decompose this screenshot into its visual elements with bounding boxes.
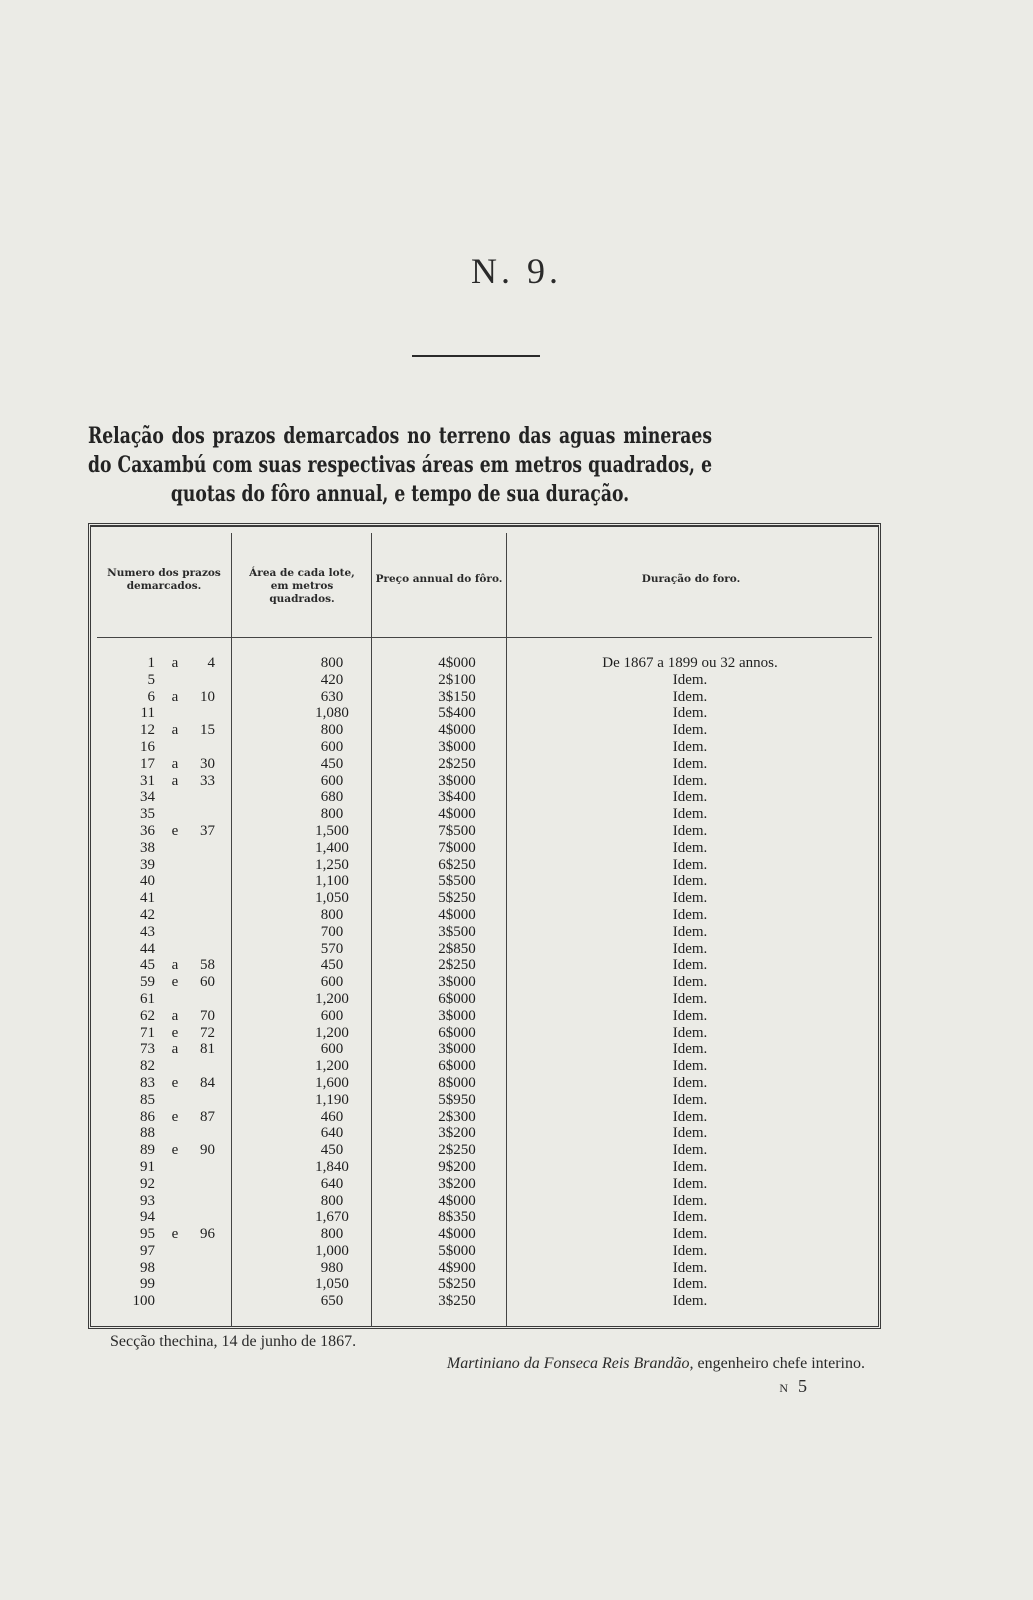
annual-price: 4$900 bbox=[438, 1259, 476, 1276]
lease-duration: Idem. bbox=[672, 906, 708, 923]
annual-price: 6$000 bbox=[438, 1024, 476, 1041]
lot-start: 95 bbox=[140, 1226, 155, 1243]
lease-duration: Idem. bbox=[672, 1108, 708, 1125]
lot-start: 91 bbox=[140, 1158, 155, 1175]
lot-area: 1,200 bbox=[315, 990, 349, 1007]
lot-area: 1,400 bbox=[315, 839, 349, 856]
lot-start: 41 bbox=[140, 890, 155, 907]
lot-range-word: e bbox=[171, 822, 179, 839]
lot-area: 980 bbox=[320, 1259, 344, 1276]
lot-start: 89 bbox=[140, 1142, 155, 1159]
annual-price: 5$400 bbox=[438, 705, 476, 722]
signature-line bbox=[447, 1355, 865, 1373]
lot-start: 98 bbox=[140, 1259, 155, 1276]
lease-duration: Idem. bbox=[672, 1175, 708, 1192]
lease-duration: Idem. bbox=[672, 1293, 708, 1310]
table-row bbox=[91, 1025, 878, 1042]
lease-duration: Idem. bbox=[672, 1007, 708, 1024]
lot-area: 570 bbox=[320, 940, 344, 957]
lot-area: 800 bbox=[320, 722, 344, 739]
lot-area: 600 bbox=[320, 974, 344, 991]
table-inner bbox=[91, 526, 878, 1327]
annual-price: 4$000 bbox=[438, 806, 476, 823]
page-heading: N. 9. bbox=[471, 251, 562, 291]
lot-start: 45 bbox=[140, 957, 155, 974]
table-row bbox=[91, 1293, 878, 1310]
lot-start: 100 bbox=[132, 1293, 155, 1310]
lot-start: 88 bbox=[140, 1125, 155, 1142]
lot-area: 650 bbox=[320, 1293, 344, 1310]
lot-area: 1,190 bbox=[315, 1091, 349, 1108]
lot-start: 39 bbox=[140, 856, 155, 873]
lot-start: 6 bbox=[147, 688, 155, 705]
annual-price: 5$250 bbox=[438, 890, 476, 907]
lot-end: 70 bbox=[200, 1007, 215, 1024]
annual-price: 3$250 bbox=[438, 1293, 476, 1310]
lot-area: 1,050 bbox=[315, 890, 349, 907]
table-frame bbox=[88, 523, 881, 1329]
annual-price: 4$000 bbox=[438, 1226, 476, 1243]
lease-duration: Idem. bbox=[672, 738, 708, 755]
lease-duration: Idem. bbox=[672, 1125, 708, 1142]
lot-end: 72 bbox=[200, 1024, 215, 1041]
annual-price: 4$000 bbox=[438, 1192, 476, 1209]
annual-price: 3$200 bbox=[438, 1125, 476, 1142]
lot-area: 800 bbox=[320, 1192, 344, 1209]
lot-start: 92 bbox=[140, 1175, 155, 1192]
table-row bbox=[91, 806, 878, 823]
lot-start: 44 bbox=[140, 940, 155, 957]
lot-range-word: e bbox=[171, 1142, 179, 1159]
table-body bbox=[91, 655, 878, 1310]
table-row bbox=[91, 873, 878, 890]
lot-area: 800 bbox=[320, 1226, 344, 1243]
lot-start: 36 bbox=[140, 822, 155, 839]
lot-area: 600 bbox=[320, 1041, 344, 1058]
lot-area: 800 bbox=[320, 806, 344, 823]
table-row bbox=[91, 756, 878, 773]
lot-area: 600 bbox=[320, 738, 344, 755]
lot-start: 99 bbox=[140, 1276, 155, 1293]
lot-start: 17 bbox=[140, 755, 155, 772]
table-row bbox=[91, 705, 878, 722]
lot-area: 1,840 bbox=[315, 1158, 349, 1175]
lot-range-word: a bbox=[171, 688, 179, 705]
lease-duration: Idem. bbox=[672, 974, 708, 991]
table-row bbox=[91, 1159, 878, 1176]
lease-duration: Idem. bbox=[672, 671, 708, 688]
lot-end: 33 bbox=[200, 772, 215, 789]
lot-start: 94 bbox=[140, 1209, 155, 1226]
lease-duration: Idem. bbox=[672, 755, 708, 772]
lease-duration: Idem. bbox=[672, 1209, 708, 1226]
annual-price: 2$250 bbox=[438, 957, 476, 974]
lot-area: 1,000 bbox=[315, 1242, 349, 1259]
lot-start: 85 bbox=[140, 1091, 155, 1108]
lot-end: 10 bbox=[200, 688, 215, 705]
lot-area: 680 bbox=[320, 789, 344, 806]
annual-price: 6$250 bbox=[438, 856, 476, 873]
lot-area: 800 bbox=[320, 655, 344, 671]
annual-price: 3$200 bbox=[438, 1175, 476, 1192]
lot-start: 62 bbox=[140, 1007, 155, 1024]
lot-start: 73 bbox=[140, 1041, 155, 1058]
lot-range-word: e bbox=[171, 1226, 179, 1243]
table-row bbox=[91, 1109, 878, 1126]
lot-area: 640 bbox=[320, 1125, 344, 1142]
lease-duration: Idem. bbox=[672, 1091, 708, 1108]
lease-duration: Idem. bbox=[672, 1226, 708, 1243]
column-header-lots: Numero dos prazos demarcados. bbox=[107, 567, 221, 592]
lot-range-word: e bbox=[171, 1024, 179, 1041]
lot-start: 71 bbox=[140, 1024, 155, 1041]
lease-duration: Idem. bbox=[672, 1074, 708, 1091]
lease-duration: Idem. bbox=[672, 940, 708, 957]
lot-area: 1,200 bbox=[315, 1058, 349, 1075]
lot-area: 1,050 bbox=[315, 1276, 349, 1293]
lease-duration: Idem. bbox=[672, 856, 708, 873]
lot-start: 40 bbox=[140, 873, 155, 890]
lot-start: 11 bbox=[140, 705, 155, 722]
annual-price: 5$000 bbox=[438, 1242, 476, 1259]
annual-price: 7$000 bbox=[438, 839, 476, 856]
lease-duration: Idem. bbox=[672, 890, 708, 907]
annual-price: 3$500 bbox=[438, 923, 476, 940]
table-row bbox=[91, 1226, 878, 1243]
lease-duration: Idem. bbox=[672, 1041, 708, 1058]
page-mark-number: 5 bbox=[798, 1376, 807, 1396]
table-row bbox=[91, 1193, 878, 1210]
lot-end: 15 bbox=[200, 722, 215, 739]
table-row bbox=[91, 1092, 878, 1109]
lot-area: 640 bbox=[320, 1175, 344, 1192]
table-row bbox=[91, 991, 878, 1008]
lot-area: 1,100 bbox=[315, 873, 349, 890]
lot-start: 59 bbox=[140, 974, 155, 991]
lot-area: 630 bbox=[320, 688, 344, 705]
lease-duration: Idem. bbox=[672, 1276, 708, 1293]
lot-area: 420 bbox=[320, 671, 344, 688]
table-row bbox=[91, 1142, 878, 1159]
table-row bbox=[91, 1209, 878, 1226]
place-date: Secção thechina, 14 de junho de 1867. bbox=[110, 1333, 357, 1350]
lease-duration: Idem. bbox=[672, 772, 708, 789]
lot-range-word: a bbox=[171, 755, 179, 772]
lot-area: 460 bbox=[320, 1108, 344, 1125]
lease-duration: Idem. bbox=[672, 822, 708, 839]
annual-price: 4$000 bbox=[438, 906, 476, 923]
lot-area: 1,670 bbox=[315, 1209, 349, 1226]
signature-role: engenheiro chefe interino. bbox=[697, 1355, 865, 1372]
annual-price: 5$950 bbox=[438, 1091, 476, 1108]
lot-end: 4 bbox=[207, 655, 215, 671]
table-row bbox=[91, 907, 878, 924]
table-row bbox=[91, 672, 878, 689]
annual-price: 5$250 bbox=[438, 1276, 476, 1293]
table-row bbox=[91, 1058, 878, 1075]
lot-start: 12 bbox=[140, 722, 155, 739]
table-row bbox=[91, 1176, 878, 1193]
lot-start: 43 bbox=[140, 923, 155, 940]
table-row bbox=[91, 1276, 878, 1293]
annual-price: 2$250 bbox=[438, 755, 476, 772]
lot-end: 96 bbox=[200, 1226, 215, 1243]
table-row bbox=[91, 1008, 878, 1025]
table-row bbox=[91, 722, 878, 739]
table-row bbox=[91, 924, 878, 941]
lease-duration: Idem. bbox=[672, 1024, 708, 1041]
annual-price: 8$350 bbox=[438, 1209, 476, 1226]
table-row bbox=[91, 773, 878, 790]
annual-price: 3$400 bbox=[438, 789, 476, 806]
lot-end: 30 bbox=[200, 755, 215, 772]
lease-duration: Idem. bbox=[672, 1142, 708, 1159]
lease-duration: Idem. bbox=[672, 705, 708, 722]
lot-start: 16 bbox=[140, 738, 155, 755]
lot-start: 93 bbox=[140, 1192, 155, 1209]
lot-area: 600 bbox=[320, 1007, 344, 1024]
annual-price: 8$000 bbox=[438, 1074, 476, 1091]
lot-start: 42 bbox=[140, 906, 155, 923]
lease-duration: Idem. bbox=[672, 839, 708, 856]
annual-price: 3$000 bbox=[438, 1041, 476, 1058]
table-row bbox=[91, 941, 878, 958]
lease-duration: Idem. bbox=[672, 873, 708, 890]
lot-area: 700 bbox=[320, 923, 344, 940]
lot-end: 84 bbox=[200, 1074, 215, 1091]
lot-range-word: e bbox=[171, 974, 179, 991]
lot-range-word: a bbox=[171, 1041, 179, 1058]
lot-area: 450 bbox=[320, 755, 344, 772]
annual-price: 3$000 bbox=[438, 974, 476, 991]
lot-area: 1,200 bbox=[315, 1024, 349, 1041]
lot-range-word: a bbox=[171, 722, 179, 739]
lot-start: 31 bbox=[140, 772, 155, 789]
lot-area: 1,080 bbox=[315, 705, 349, 722]
lot-area: 600 bbox=[320, 772, 344, 789]
lot-area: 1,250 bbox=[315, 856, 349, 873]
lease-duration: Idem. bbox=[672, 1192, 708, 1209]
annual-price: 4$000 bbox=[438, 655, 476, 671]
lease-duration: Idem. bbox=[672, 957, 708, 974]
annual-price: 2$850 bbox=[438, 940, 476, 957]
annual-price: 7$500 bbox=[438, 822, 476, 839]
table-row bbox=[91, 890, 878, 907]
lot-end: 37 bbox=[200, 822, 215, 839]
lot-range-word: e bbox=[171, 1108, 179, 1125]
lot-start: 38 bbox=[140, 839, 155, 856]
annual-price: 2$250 bbox=[438, 1142, 476, 1159]
lease-duration: Idem. bbox=[672, 722, 708, 739]
lot-start: 82 bbox=[140, 1058, 155, 1075]
lot-area: 800 bbox=[320, 906, 344, 923]
lease-duration: Idem. bbox=[672, 789, 708, 806]
lot-range-word: a bbox=[171, 957, 179, 974]
lot-range-word: e bbox=[171, 1074, 179, 1091]
lease-duration: Idem. bbox=[672, 1259, 708, 1276]
lease-duration: Idem. bbox=[672, 990, 708, 1007]
annual-price: 4$000 bbox=[438, 722, 476, 739]
column-header-price: Preço annual do fôro. bbox=[375, 573, 503, 585]
lease-duration: Idem. bbox=[672, 1158, 708, 1175]
table-row bbox=[91, 840, 878, 857]
lot-start: 1 bbox=[147, 655, 155, 671]
table-row bbox=[91, 655, 878, 672]
table-row bbox=[91, 789, 878, 806]
table-row bbox=[91, 1041, 878, 1058]
lot-start: 34 bbox=[140, 789, 155, 806]
lease-duration: Idem. bbox=[672, 806, 708, 823]
lot-end: 58 bbox=[200, 957, 215, 974]
table-row bbox=[91, 1243, 878, 1260]
lease-duration: Idem. bbox=[672, 1058, 708, 1075]
lot-area: 450 bbox=[320, 957, 344, 974]
table-row bbox=[91, 1125, 878, 1142]
table-row bbox=[91, 957, 878, 974]
table-row bbox=[91, 974, 878, 991]
table-row bbox=[91, 857, 878, 874]
header-rule bbox=[97, 637, 872, 638]
lot-area: 450 bbox=[320, 1142, 344, 1159]
annual-price: 6$000 bbox=[438, 1058, 476, 1075]
lease-duration: Idem. bbox=[672, 688, 708, 705]
column-header-duration: Duração do foro. bbox=[641, 573, 741, 585]
lot-end: 87 bbox=[200, 1108, 215, 1125]
annual-price: 3$000 bbox=[438, 738, 476, 755]
annual-price: 9$200 bbox=[438, 1158, 476, 1175]
lot-start: 97 bbox=[140, 1242, 155, 1259]
annual-price: 2$100 bbox=[438, 671, 476, 688]
lot-range-word: a bbox=[171, 1007, 179, 1024]
document-title: Relação dos prazos demarcados no terreno das aguas mineraes do Caxambú com suas respectivas áreas em metros quadrados, e quotas do fôro annual, e tempo de sua duração. bbox=[88, 423, 712, 507]
lot-start: 86 bbox=[140, 1108, 155, 1125]
lease-duration: Idem. bbox=[672, 1242, 708, 1259]
annual-price: 5$500 bbox=[438, 873, 476, 890]
annual-price: 6$000 bbox=[438, 990, 476, 1007]
annual-price: 2$300 bbox=[438, 1108, 476, 1125]
lot-end: 60 bbox=[200, 974, 215, 991]
lot-area: 1,500 bbox=[315, 822, 349, 839]
lot-start: 35 bbox=[140, 806, 155, 823]
heading-rule bbox=[412, 355, 540, 357]
signature-name: Martiniano da Fonseca Reis Brandão, bbox=[446, 1355, 694, 1372]
table-row bbox=[91, 1075, 878, 1092]
table-row bbox=[91, 1260, 878, 1277]
annual-price: 3$000 bbox=[438, 772, 476, 789]
lot-start: 5 bbox=[147, 671, 155, 688]
page-mark bbox=[779, 1376, 807, 1397]
lot-start: 61 bbox=[140, 990, 155, 1007]
lot-range-word: a bbox=[171, 655, 179, 671]
page-mark-letter: N bbox=[779, 1381, 788, 1395]
table-row bbox=[91, 689, 878, 706]
lot-area: 1,600 bbox=[315, 1074, 349, 1091]
table-row bbox=[91, 739, 878, 756]
column-header-area: Área de cada lote, em metros quadrados. bbox=[249, 567, 355, 605]
lease-duration: De 1867 a 1899 ou 32 annos. bbox=[602, 655, 778, 671]
lot-end: 81 bbox=[200, 1041, 215, 1058]
annual-price: 3$150 bbox=[438, 688, 476, 705]
lot-start: 83 bbox=[140, 1074, 155, 1091]
lease-duration: Idem. bbox=[672, 923, 708, 940]
lot-end: 90 bbox=[200, 1142, 215, 1159]
annual-price: 3$000 bbox=[438, 1007, 476, 1024]
table-row bbox=[91, 823, 878, 840]
lot-range-word: a bbox=[171, 772, 179, 789]
